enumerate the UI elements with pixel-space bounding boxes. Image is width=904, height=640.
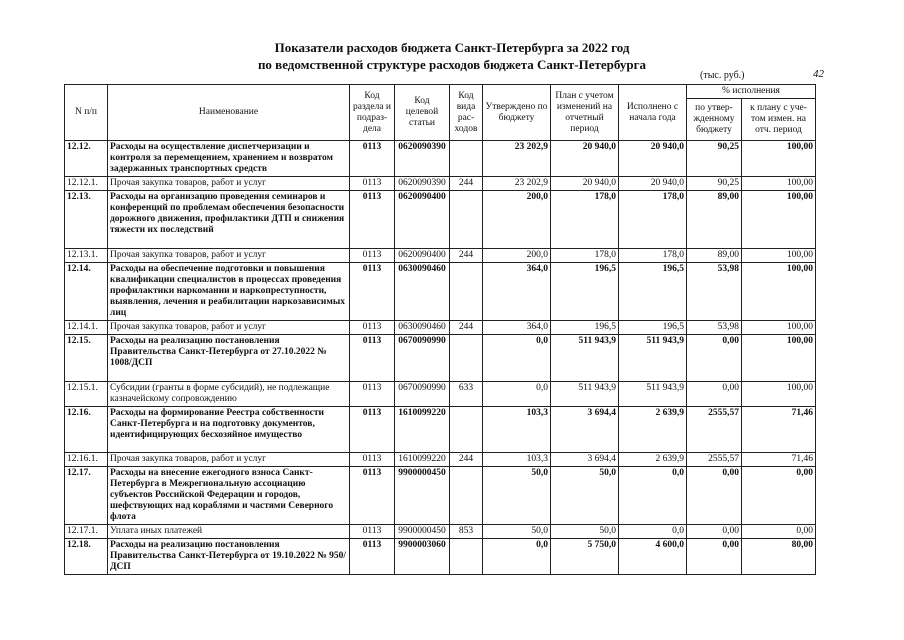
header-plan: План с учетом изменений на отчетный период	[551, 85, 619, 141]
row-type-code	[450, 141, 483, 177]
table-row	[65, 321, 816, 335]
row-number: 12.18.	[65, 539, 108, 575]
header-executed: Исполнено с начала года	[619, 85, 687, 141]
row-executed: 20 940,0	[619, 141, 687, 177]
row-pct-plan: 80,00	[742, 539, 816, 575]
row-section-code: 0113	[350, 335, 395, 382]
row-plan: 178,0	[551, 191, 619, 249]
row-executed: 4 600,0	[619, 539, 687, 575]
row-type-code: 244	[450, 177, 483, 191]
row-executed: 511 943,9	[619, 382, 687, 407]
table-row	[65, 141, 816, 177]
header-target: Код целевой статьи	[395, 85, 450, 141]
row-pct-plan: 100,00	[742, 249, 816, 263]
row-target-code: 0670090990	[395, 382, 450, 407]
row-pct-approved: 0,00	[687, 539, 742, 575]
row-pct-plan: 0,00	[742, 467, 816, 525]
row-section-code: 0113	[350, 141, 395, 177]
header-name: Наименование	[108, 85, 350, 141]
row-type-code	[450, 467, 483, 525]
row-executed: 511 943,9	[619, 335, 687, 382]
header-pct-plan: к плану с уче-том измен. на отч. период	[742, 99, 816, 141]
row-target-code: 1610099220	[395, 453, 450, 467]
row-approved: 364,0	[483, 263, 551, 321]
row-name: Расходы на внесение ежегодного взноса Санкт-Петербурга в Межрегиональную ассоциацию субъектов Российской Федерации и городов, шефствующих над кораблями и частями Северного флота	[108, 467, 350, 525]
row-pct-approved: 0,00	[687, 382, 742, 407]
row-number: 12.16.	[65, 407, 108, 453]
row-approved: 364,0	[483, 321, 551, 335]
row-target-code: 0620090390	[395, 141, 450, 177]
row-approved: 0,0	[483, 539, 551, 575]
row-plan: 20 940,0	[551, 177, 619, 191]
row-section-code: 0113	[350, 321, 395, 335]
row-number: 12.15.	[65, 335, 108, 382]
row-section-code: 0113	[350, 191, 395, 249]
row-plan: 196,5	[551, 321, 619, 335]
header-section: Код раздела и подраз-дела	[350, 85, 395, 141]
table-row	[65, 191, 816, 249]
header-approved: Утверждено по бюджету	[483, 85, 551, 141]
row-executed: 178,0	[619, 249, 687, 263]
row-approved: 103,3	[483, 407, 551, 453]
row-pct-plan: 71,46	[742, 407, 816, 453]
row-type-code	[450, 191, 483, 249]
row-approved: 0,0	[483, 382, 551, 407]
row-type-code: 244	[450, 453, 483, 467]
row-pct-approved: 89,00	[687, 191, 742, 249]
row-approved: 200,0	[483, 249, 551, 263]
row-approved: 23 202,9	[483, 141, 551, 177]
row-executed: 0,0	[619, 525, 687, 539]
row-name: Расходы на реализацию постановления Правительства Санкт-Петербурга от 19.10.2022 № 950/ДСП	[108, 539, 350, 575]
row-pct-approved: 0,00	[687, 467, 742, 525]
row-number: 12.12.1.	[65, 177, 108, 191]
row-executed: 178,0	[619, 191, 687, 249]
row-target-code: 0630090460	[395, 321, 450, 335]
row-target-code: 0670090990	[395, 335, 450, 382]
row-executed: 196,5	[619, 321, 687, 335]
table-row	[65, 335, 816, 382]
row-pct-approved: 2555,57	[687, 407, 742, 453]
table-row	[65, 407, 816, 453]
row-approved: 50,0	[483, 467, 551, 525]
row-plan: 196,5	[551, 263, 619, 321]
row-name: Расходы на обеспечение подготовки и повышения квалификации специалистов в процессах проведения профилактики наркомании и наркопреступности, выявления, лечения и реабилитации наркозависимых лиц	[108, 263, 350, 321]
row-plan: 3 694,4	[551, 453, 619, 467]
row-section-code: 0113	[350, 249, 395, 263]
header-pct-group: % исполнения	[687, 85, 816, 99]
row-number: 12.17.	[65, 467, 108, 525]
row-approved: 200,0	[483, 191, 551, 249]
row-plan: 3 694,4	[551, 407, 619, 453]
row-plan: 511 943,9	[551, 382, 619, 407]
header-pct-approved: по утвер-жденному бюджету	[687, 99, 742, 141]
table-row	[65, 467, 816, 525]
row-pct-approved: 90,25	[687, 177, 742, 191]
row-executed: 2 639,9	[619, 407, 687, 453]
row-pct-approved: 89,00	[687, 249, 742, 263]
row-target-code: 9900003060	[395, 539, 450, 575]
row-target-code: 9900000450	[395, 467, 450, 525]
row-pct-approved: 0,00	[687, 525, 742, 539]
row-plan: 511 943,9	[551, 335, 619, 382]
row-name: Расходы на реализацию постановления Правительства Санкт-Петербурга от 27.10.2022 № 1008/ДСП	[108, 335, 350, 382]
row-target-code: 0620090390	[395, 177, 450, 191]
row-approved: 0,0	[483, 335, 551, 382]
row-name: Прочая закупка товаров, работ и услуг	[108, 321, 350, 335]
table-row	[65, 263, 816, 321]
table-row	[65, 453, 816, 467]
row-target-code: 0620090400	[395, 249, 450, 263]
header-num: N п/п	[65, 85, 108, 141]
row-pct-plan: 71,46	[742, 453, 816, 467]
row-target-code: 0620090400	[395, 191, 450, 249]
row-name: Прочая закупка товаров, работ и услуг	[108, 249, 350, 263]
row-number: 12.14.	[65, 263, 108, 321]
row-pct-plan: 100,00	[742, 141, 816, 177]
row-name: Расходы на формирование Реестра собственности Санкт-Петербурга и на подготовку документов, идентифицирующих бесхозяйное имущество	[108, 407, 350, 453]
row-target-code: 0630090460	[395, 263, 450, 321]
row-name: Расходы на осуществление диспетчеризации и контроля за перемещением, хранением и возвратом задержанных транспортных средств	[108, 141, 350, 177]
row-executed: 2 639,9	[619, 453, 687, 467]
row-name: Прочая закупка товаров, работ и услуг	[108, 177, 350, 191]
table-row	[65, 539, 816, 575]
row-pct-plan: 100,00	[742, 382, 816, 407]
row-number: 12.14.1.	[65, 321, 108, 335]
row-executed: 196,5	[619, 263, 687, 321]
row-pct-plan: 100,00	[742, 335, 816, 382]
row-pct-plan: 100,00	[742, 191, 816, 249]
table-row	[65, 177, 816, 191]
row-plan: 178,0	[551, 249, 619, 263]
row-type-code	[450, 263, 483, 321]
row-approved: 50,0	[483, 525, 551, 539]
row-type-code: 633	[450, 382, 483, 407]
row-pct-approved: 53,98	[687, 321, 742, 335]
row-executed: 0,0	[619, 467, 687, 525]
row-section-code: 0113	[350, 263, 395, 321]
row-pct-plan: 0,00	[742, 525, 816, 539]
row-target-code: 1610099220	[395, 407, 450, 453]
row-executed: 20 940,0	[619, 177, 687, 191]
row-name: Субсидии (гранты в форме субсидий), не подлежащие казначейскому сопровождению	[108, 382, 350, 407]
row-section-code: 0113	[350, 177, 395, 191]
row-pct-approved: 90,25	[687, 141, 742, 177]
row-plan: 50,0	[551, 525, 619, 539]
row-plan: 20 940,0	[551, 141, 619, 177]
units-label: (тыс. руб.)	[700, 70, 745, 81]
row-number: 12.13.1.	[65, 249, 108, 263]
row-section-code: 0113	[350, 467, 395, 525]
row-number: 12.15.1.	[65, 382, 108, 407]
row-type-code: 244	[450, 321, 483, 335]
page-title-line-2: по ведомственной структуре расходов бюджета Санкт-Петербурга	[257, 57, 647, 72]
row-number: 12.17.1.	[65, 525, 108, 539]
budget-table	[64, 84, 816, 575]
row-pct-plan: 100,00	[742, 177, 816, 191]
table-row	[65, 525, 816, 539]
row-section-code: 0113	[350, 407, 395, 453]
row-type-code	[450, 539, 483, 575]
row-pct-approved: 2555,57	[687, 453, 742, 467]
row-pct-approved: 53,98	[687, 263, 742, 321]
table-row	[65, 382, 816, 407]
table-row	[65, 249, 816, 263]
row-number: 12.12.	[65, 141, 108, 177]
page-number: 42	[813, 68, 824, 80]
row-approved: 103,3	[483, 453, 551, 467]
row-name: Расходы на организацию проведения семинаров и конференций по проблемам обеспечения безопасности дорожного движения, профилактики ДТП и снижения тяжести их последствий	[108, 191, 350, 249]
page-title-line-1: Показатели расходов бюджета Санкт-Петербурга за 2022 год	[274, 40, 630, 55]
row-plan: 5 750,0	[551, 539, 619, 575]
row-target-code: 9900000450	[395, 525, 450, 539]
row-section-code: 0113	[350, 525, 395, 539]
row-section-code: 0113	[350, 382, 395, 407]
row-number: 12.13.	[65, 191, 108, 249]
header-type: Код вида рас-ходов	[450, 85, 483, 141]
row-type-code	[450, 335, 483, 382]
row-section-code: 0113	[350, 453, 395, 467]
row-type-code: 853	[450, 525, 483, 539]
row-type-code: 244	[450, 249, 483, 263]
row-plan: 50,0	[551, 467, 619, 525]
row-pct-plan: 100,00	[742, 263, 816, 321]
row-pct-approved: 0,00	[687, 335, 742, 382]
row-section-code: 0113	[350, 539, 395, 575]
row-number: 12.16.1.	[65, 453, 108, 467]
row-name: Прочая закупка товаров, работ и услуг	[108, 453, 350, 467]
row-pct-plan: 100,00	[742, 321, 816, 335]
row-type-code	[450, 407, 483, 453]
row-name: Уплата иных платежей	[108, 525, 350, 539]
row-approved: 23 202,9	[483, 177, 551, 191]
